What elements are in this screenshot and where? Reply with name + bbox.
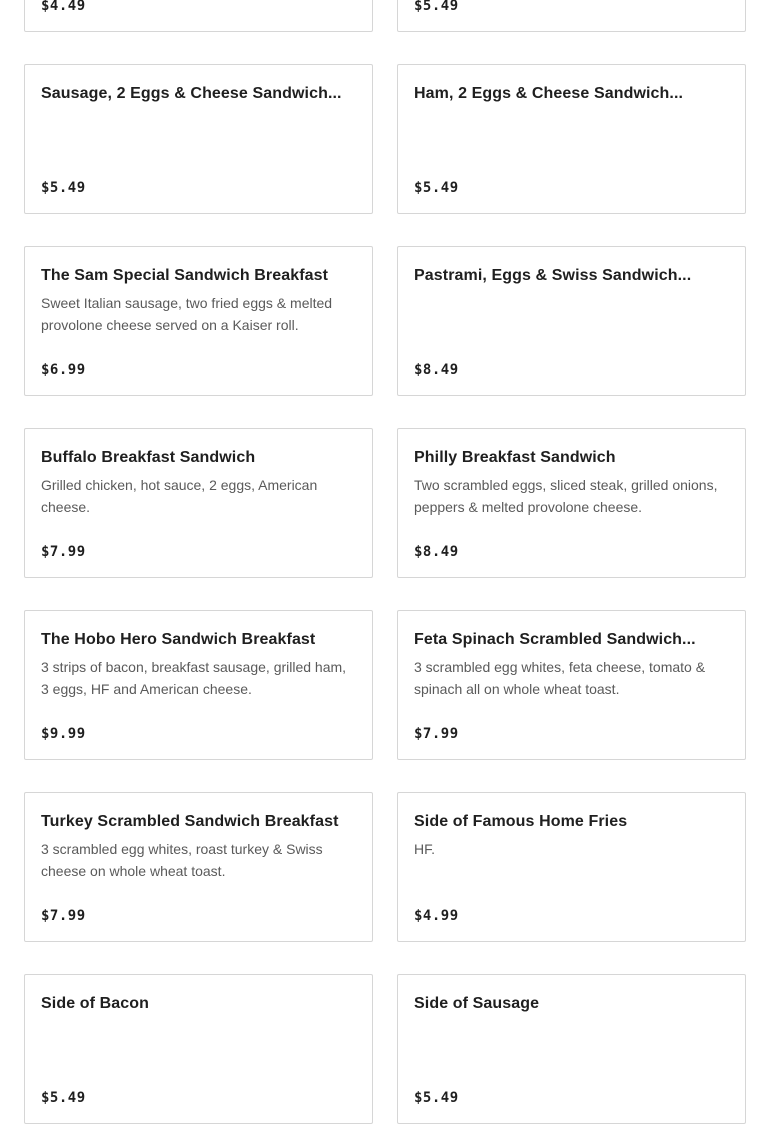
menu-item-name: Philly Breakfast Sandwich <box>414 449 616 466</box>
menu-item-name: Sausage, 2 Eggs & Cheese Sandwich... <box>41 85 342 102</box>
menu-item-name: Side of Bacon <box>41 995 149 1012</box>
menu-item-price: $5.49 <box>41 1090 86 1106</box>
menu-item-price: $5.49 <box>414 1090 459 1106</box>
menu-item-price: $7.99 <box>41 908 86 924</box>
menu-item-name: Side of Famous Home Fries <box>414 813 628 830</box>
menu-item-card[interactable] <box>24 64 373 214</box>
menu-item-name: The Sam Special Sandwich Breakfast <box>41 267 329 284</box>
menu-item-card[interactable] <box>24 610 373 760</box>
menu-item-price: $5.49 <box>414 180 459 196</box>
menu-item-name: Turkey Scrambled Sandwich Breakfast <box>41 813 339 830</box>
menu-item-description: Grilled chicken, hot sauce, 2 eggs, American cheese. <box>41 477 318 515</box>
menu-item-card[interactable] <box>397 64 746 214</box>
menu-item-price: $7.99 <box>41 544 86 560</box>
menu-item-description: 3 scrambled egg whites, feta cheese, tomato & spinach all on whole wheat toast. <box>414 659 706 697</box>
menu-item-price: $7.99 <box>414 726 459 742</box>
menu-item-card[interactable] <box>24 792 373 942</box>
menu-item-price: $4.49 <box>41 0 86 14</box>
menu-item-card[interactable] <box>24 0 373 32</box>
menu-item-card[interactable] <box>24 246 373 396</box>
menu-item-description: 3 strips of bacon, breakfast sausage, grilled ham, 3 eggs, HF and American cheese. <box>41 659 347 697</box>
menu-item-description: 3 scrambled egg whites, roast turkey & Swiss cheese on whole wheat toast. <box>41 841 323 879</box>
menu-item-grid <box>24 0 746 1124</box>
menu-item-name: Side of Sausage <box>414 995 540 1012</box>
menu-item-price: $5.49 <box>414 0 459 14</box>
menu-item-card[interactable] <box>397 792 746 942</box>
menu-item-description: Sweet Italian sausage, two fried eggs & melted provolone cheese served on a Kaiser roll. <box>41 295 333 333</box>
menu-item-price: $4.99 <box>414 908 459 924</box>
menu-item-price: $8.49 <box>414 362 459 378</box>
menu-item-name: Pastrami, Eggs & Swiss Sandwich... <box>414 267 692 284</box>
menu-item-card[interactable] <box>397 610 746 760</box>
menu-item-card[interactable] <box>397 428 746 578</box>
menu-item-card[interactable] <box>397 246 746 396</box>
menu-item-price: $5.49 <box>41 180 86 196</box>
menu-item-name: The Hobo Hero Sandwich Breakfast <box>41 631 316 648</box>
menu-item-price: $9.99 <box>41 726 86 742</box>
menu-item-description: HF. <box>414 841 435 857</box>
menu-item-price: $8.49 <box>414 544 459 560</box>
menu-item-name: Feta Spinach Scrambled Sandwich... <box>414 631 696 648</box>
menu-item-card[interactable] <box>397 0 746 32</box>
menu-item-description: Two scrambled eggs, sliced steak, grilled onions, peppers & melted provolone cheese. <box>414 477 718 515</box>
menu-item-name: Buffalo Breakfast Sandwich <box>41 449 256 466</box>
menu-item-card[interactable] <box>24 974 373 1124</box>
menu-item-price: $6.99 <box>41 362 86 378</box>
menu-item-name: Ham, 2 Eggs & Cheese Sandwich... <box>414 85 684 102</box>
menu-item-card[interactable] <box>24 428 373 578</box>
menu-item-card[interactable] <box>397 974 746 1124</box>
